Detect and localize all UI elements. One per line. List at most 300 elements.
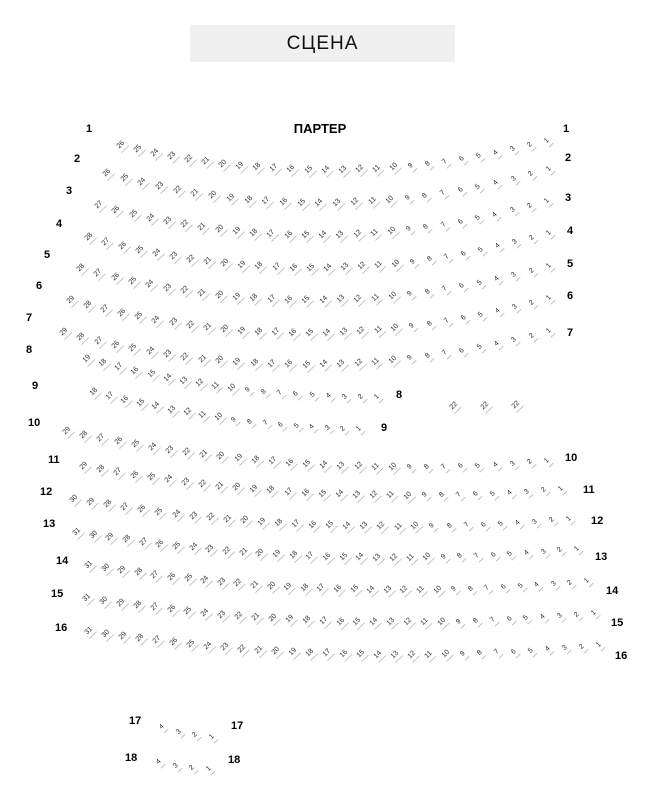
- seat[interactable]: [115, 139, 129, 153]
- seat[interactable]: [338, 551, 352, 565]
- seat[interactable]: [295, 197, 309, 211]
- seat[interactable]: [299, 487, 313, 501]
- seat[interactable]: [453, 489, 467, 503]
- seat[interactable]: [387, 354, 401, 368]
- seat[interactable]: [386, 225, 400, 239]
- seat[interactable]: [166, 603, 180, 617]
- seat[interactable]: [438, 551, 452, 565]
- seat[interactable]: [83, 231, 97, 245]
- seat[interactable]: [200, 155, 214, 169]
- seat[interactable]: [439, 347, 453, 361]
- seat[interactable]: [370, 292, 384, 306]
- seat[interactable]: [474, 647, 488, 661]
- seat[interactable]: [112, 435, 126, 449]
- seat[interactable]: [127, 208, 141, 222]
- seat[interactable]: [474, 341, 488, 355]
- seat[interactable]: [491, 646, 505, 660]
- seat[interactable]: [432, 584, 446, 598]
- seat[interactable]: [371, 552, 385, 566]
- seat[interactable]: [456, 280, 470, 294]
- seat[interactable]: [338, 326, 352, 340]
- seat[interactable]: [194, 377, 208, 391]
- seat[interactable]: [101, 167, 115, 181]
- seat[interactable]: [132, 599, 146, 613]
- seat[interactable]: [387, 461, 401, 475]
- seat[interactable]: [287, 327, 301, 341]
- seat[interactable]: [388, 161, 402, 175]
- seat[interactable]: [437, 187, 451, 201]
- seat[interactable]: [301, 359, 315, 373]
- seat[interactable]: [95, 432, 109, 446]
- seat[interactable]: [204, 543, 218, 557]
- seat[interactable]: [458, 248, 472, 262]
- seat[interactable]: [491, 273, 505, 287]
- seat[interactable]: [85, 496, 99, 510]
- seat[interactable]: [93, 335, 107, 349]
- seat[interactable]: [202, 640, 216, 654]
- seat[interactable]: [156, 721, 170, 735]
- seat[interactable]: [504, 613, 518, 627]
- seat[interactable]: [231, 291, 245, 305]
- seat[interactable]: [543, 292, 557, 306]
- seat[interactable]: [150, 400, 164, 414]
- seat[interactable]: [352, 293, 366, 307]
- seat[interactable]: [334, 229, 348, 243]
- seat[interactable]: [439, 156, 453, 170]
- seat[interactable]: [306, 421, 320, 435]
- seat[interactable]: [335, 616, 349, 630]
- seat[interactable]: [356, 260, 370, 274]
- seat[interactable]: [525, 168, 539, 182]
- seat[interactable]: [525, 645, 539, 659]
- seat[interactable]: [168, 250, 182, 264]
- seat[interactable]: [216, 609, 230, 623]
- seat[interactable]: [512, 517, 526, 531]
- seat[interactable]: [180, 476, 194, 490]
- seat[interactable]: [119, 501, 133, 515]
- seat[interactable]: [436, 489, 450, 503]
- seat[interactable]: [248, 292, 262, 306]
- seat[interactable]: [461, 519, 475, 533]
- seat[interactable]: [75, 262, 89, 276]
- seat[interactable]: [352, 460, 366, 474]
- seat[interactable]: [285, 163, 299, 177]
- seat[interactable]: [453, 616, 467, 630]
- seat[interactable]: [371, 391, 385, 405]
- seat[interactable]: [507, 204, 521, 218]
- seat[interactable]: [202, 321, 216, 335]
- seat[interactable]: [521, 486, 535, 500]
- seat[interactable]: [183, 572, 197, 586]
- seat[interactable]: [215, 450, 229, 464]
- seat[interactable]: [253, 326, 267, 340]
- seat[interactable]: [226, 382, 240, 396]
- seat[interactable]: [266, 293, 280, 307]
- seat[interactable]: [236, 325, 250, 339]
- seat[interactable]: [61, 425, 75, 439]
- seat[interactable]: [448, 400, 462, 414]
- seat[interactable]: [524, 456, 538, 470]
- seat[interactable]: [507, 143, 521, 157]
- seat[interactable]: [438, 219, 452, 233]
- seat[interactable]: [409, 520, 423, 534]
- seat[interactable]: [318, 294, 332, 308]
- seat[interactable]: [232, 577, 246, 591]
- seat[interactable]: [332, 583, 346, 597]
- seat[interactable]: [78, 429, 92, 443]
- seat[interactable]: [338, 648, 352, 662]
- seat[interactable]: [149, 601, 163, 615]
- seat[interactable]: [196, 221, 210, 235]
- seat[interactable]: [216, 576, 230, 590]
- seat[interactable]: [458, 312, 472, 326]
- seat[interactable]: [273, 517, 287, 531]
- seat[interactable]: [270, 645, 284, 659]
- seat[interactable]: [81, 353, 95, 367]
- seat[interactable]: [318, 459, 332, 473]
- seat[interactable]: [233, 610, 247, 624]
- seat[interactable]: [162, 348, 176, 362]
- seat[interactable]: [302, 164, 316, 178]
- seat[interactable]: [388, 552, 402, 566]
- seat[interactable]: [129, 365, 143, 379]
- seat[interactable]: [492, 240, 506, 254]
- seat[interactable]: [581, 575, 595, 589]
- seat[interactable]: [134, 244, 148, 258]
- seat[interactable]: [372, 649, 386, 663]
- seat[interactable]: [162, 372, 176, 386]
- seat[interactable]: [300, 229, 314, 243]
- seat[interactable]: [448, 583, 462, 597]
- seat[interactable]: [319, 164, 333, 178]
- seat[interactable]: [144, 278, 158, 292]
- seat[interactable]: [202, 255, 216, 269]
- seat[interactable]: [115, 597, 129, 611]
- seat[interactable]: [182, 605, 196, 619]
- seat[interactable]: [491, 338, 505, 352]
- seat[interactable]: [317, 229, 331, 243]
- seat[interactable]: [104, 390, 118, 404]
- seat[interactable]: [278, 196, 292, 210]
- seat[interactable]: [422, 350, 436, 364]
- seat[interactable]: [366, 195, 380, 209]
- seat[interactable]: [134, 632, 148, 646]
- seat[interactable]: [97, 357, 111, 371]
- seat[interactable]: [250, 611, 264, 625]
- seat[interactable]: [197, 478, 211, 492]
- seat[interactable]: [387, 290, 401, 304]
- seat[interactable]: [440, 648, 454, 662]
- seat[interactable]: [307, 389, 321, 403]
- seat[interactable]: [478, 519, 492, 533]
- seat[interactable]: [147, 441, 161, 455]
- seat[interactable]: [526, 265, 540, 279]
- seat[interactable]: [301, 614, 315, 628]
- seat[interactable]: [465, 583, 479, 597]
- seat[interactable]: [288, 549, 302, 563]
- seat[interactable]: [242, 194, 256, 208]
- seat[interactable]: [75, 331, 89, 345]
- seat[interactable]: [242, 384, 256, 398]
- seat[interactable]: [392, 521, 406, 535]
- seat[interactable]: [130, 438, 144, 452]
- seat[interactable]: [421, 461, 435, 475]
- seat[interactable]: [189, 187, 203, 201]
- seat[interactable]: [199, 607, 213, 621]
- seat[interactable]: [444, 520, 458, 534]
- seat[interactable]: [470, 488, 484, 502]
- seat[interactable]: [304, 550, 318, 564]
- seat[interactable]: [104, 531, 118, 545]
- seat[interactable]: [537, 611, 551, 625]
- seat[interactable]: [563, 513, 577, 527]
- seat[interactable]: [543, 163, 557, 177]
- seat[interactable]: [145, 368, 159, 382]
- seat[interactable]: [441, 251, 455, 265]
- seat[interactable]: [504, 548, 518, 562]
- seat[interactable]: [113, 361, 127, 375]
- seat[interactable]: [231, 481, 245, 495]
- seat[interactable]: [372, 324, 386, 338]
- seat[interactable]: [370, 461, 384, 475]
- seat[interactable]: [244, 416, 258, 430]
- seat[interactable]: [267, 455, 281, 469]
- seat[interactable]: [354, 551, 368, 565]
- seat[interactable]: [228, 414, 242, 428]
- seat[interactable]: [150, 314, 164, 328]
- seat[interactable]: [331, 197, 345, 211]
- seat[interactable]: [185, 638, 199, 652]
- seat[interactable]: [404, 552, 418, 566]
- seat[interactable]: [526, 232, 540, 246]
- seat[interactable]: [404, 288, 418, 302]
- seat[interactable]: [351, 489, 365, 503]
- seat[interactable]: [335, 293, 349, 307]
- seat[interactable]: [324, 519, 338, 533]
- seat[interactable]: [318, 358, 332, 372]
- seat[interactable]: [110, 204, 124, 218]
- seat[interactable]: [219, 641, 233, 655]
- seat[interactable]: [349, 196, 363, 210]
- seat[interactable]: [116, 307, 130, 321]
- seat[interactable]: [542, 643, 556, 657]
- seat[interactable]: [250, 454, 264, 468]
- seat[interactable]: [183, 153, 197, 167]
- seat[interactable]: [164, 444, 178, 458]
- seat[interactable]: [304, 647, 318, 661]
- seat[interactable]: [88, 529, 102, 543]
- seat[interactable]: [307, 519, 321, 533]
- seat[interactable]: [531, 579, 545, 593]
- seat[interactable]: [385, 489, 399, 503]
- seat[interactable]: [351, 228, 365, 242]
- seat[interactable]: [487, 488, 501, 502]
- seat[interactable]: [102, 498, 116, 512]
- seat[interactable]: [538, 484, 552, 498]
- seat[interactable]: [93, 199, 107, 213]
- seat[interactable]: [251, 161, 265, 175]
- seat[interactable]: [508, 269, 522, 283]
- seat[interactable]: [470, 615, 484, 629]
- seat[interactable]: [341, 520, 355, 534]
- seat[interactable]: [375, 520, 389, 534]
- seat[interactable]: [259, 417, 273, 431]
- seat[interactable]: [593, 639, 607, 653]
- seat[interactable]: [283, 358, 297, 372]
- seat[interactable]: [389, 322, 403, 336]
- seat[interactable]: [198, 448, 212, 462]
- seat[interactable]: [355, 391, 369, 405]
- seat[interactable]: [507, 458, 521, 472]
- seat[interactable]: [354, 163, 368, 177]
- seat[interactable]: [98, 595, 112, 609]
- seat[interactable]: [369, 227, 383, 241]
- seat[interactable]: [154, 538, 168, 552]
- seat[interactable]: [188, 541, 202, 555]
- seat[interactable]: [260, 195, 274, 209]
- seat[interactable]: [304, 262, 318, 276]
- seat[interactable]: [99, 303, 113, 317]
- seat[interactable]: [248, 483, 262, 497]
- seat[interactable]: [172, 184, 186, 198]
- seat[interactable]: [197, 409, 211, 423]
- seat[interactable]: [132, 143, 146, 157]
- seat[interactable]: [554, 544, 568, 558]
- seat[interactable]: [214, 289, 228, 303]
- seat[interactable]: [282, 486, 296, 500]
- seat[interactable]: [236, 643, 250, 657]
- seat[interactable]: [236, 259, 250, 273]
- seat[interactable]: [541, 135, 555, 149]
- seat[interactable]: [166, 150, 180, 164]
- seat[interactable]: [438, 461, 452, 475]
- seat[interactable]: [529, 516, 543, 530]
- seat[interactable]: [185, 319, 199, 333]
- seat[interactable]: [136, 176, 150, 190]
- seat[interactable]: [541, 455, 555, 469]
- seat[interactable]: [555, 483, 569, 497]
- seat[interactable]: [166, 404, 180, 418]
- seat[interactable]: [475, 244, 489, 258]
- seat[interactable]: [479, 400, 493, 414]
- seat[interactable]: [588, 607, 602, 621]
- seat[interactable]: [368, 489, 382, 503]
- seat[interactable]: [339, 261, 353, 275]
- seat[interactable]: [287, 262, 301, 276]
- seat[interactable]: [420, 221, 434, 235]
- seat[interactable]: [166, 571, 180, 585]
- seat[interactable]: [490, 177, 504, 191]
- seat[interactable]: [68, 493, 82, 507]
- seat[interactable]: [538, 546, 552, 560]
- seat[interactable]: [509, 236, 523, 250]
- seat[interactable]: [100, 562, 114, 576]
- seat[interactable]: [133, 566, 147, 580]
- seat[interactable]: [353, 423, 367, 437]
- seat[interactable]: [178, 375, 192, 389]
- seat[interactable]: [373, 259, 387, 273]
- seat[interactable]: [167, 316, 181, 330]
- seat[interactable]: [541, 195, 555, 209]
- seat[interactable]: [472, 460, 486, 474]
- seat[interactable]: [421, 551, 435, 565]
- seat[interactable]: [116, 564, 130, 578]
- seat[interactable]: [221, 545, 235, 559]
- seat[interactable]: [546, 514, 560, 528]
- seat[interactable]: [368, 616, 382, 630]
- seat[interactable]: [481, 582, 495, 596]
- seat[interactable]: [508, 334, 522, 348]
- seat[interactable]: [515, 580, 529, 594]
- seat[interactable]: [335, 460, 349, 474]
- seat[interactable]: [510, 399, 524, 413]
- seat[interactable]: [415, 584, 429, 598]
- seat[interactable]: [266, 580, 280, 594]
- seat[interactable]: [543, 227, 557, 241]
- seat[interactable]: [498, 581, 512, 595]
- seat[interactable]: [406, 649, 420, 663]
- seat[interactable]: [253, 644, 267, 658]
- seat[interactable]: [355, 325, 369, 339]
- seat[interactable]: [426, 520, 440, 534]
- seat[interactable]: [490, 459, 504, 473]
- seat[interactable]: [571, 543, 585, 557]
- seat[interactable]: [424, 318, 438, 332]
- seat[interactable]: [153, 506, 167, 520]
- seat[interactable]: [92, 267, 106, 281]
- seat[interactable]: [88, 386, 102, 400]
- seat[interactable]: [231, 225, 245, 239]
- seat[interactable]: [149, 569, 163, 583]
- seat[interactable]: [234, 160, 248, 174]
- seat[interactable]: [322, 422, 336, 436]
- seat[interactable]: [554, 610, 568, 624]
- seat[interactable]: [543, 260, 557, 274]
- seat[interactable]: [268, 162, 282, 176]
- seat[interactable]: [526, 330, 540, 344]
- seat[interactable]: [441, 315, 455, 329]
- seat[interactable]: [571, 609, 585, 623]
- seat[interactable]: [337, 164, 351, 178]
- seat[interactable]: [419, 489, 433, 503]
- seat[interactable]: [127, 342, 141, 356]
- seat[interactable]: [351, 616, 365, 630]
- seat[interactable]: [214, 223, 228, 237]
- seat[interactable]: [471, 550, 485, 564]
- seat[interactable]: [170, 760, 184, 774]
- seat[interactable]: [225, 192, 239, 206]
- seat[interactable]: [318, 615, 332, 629]
- seat[interactable]: [323, 390, 337, 404]
- seat[interactable]: [322, 262, 336, 276]
- seat[interactable]: [146, 471, 160, 485]
- seat[interactable]: [248, 227, 262, 241]
- seat[interactable]: [475, 309, 489, 323]
- seat[interactable]: [119, 172, 133, 186]
- seat[interactable]: [83, 625, 97, 639]
- seat[interactable]: [339, 391, 353, 405]
- seat[interactable]: [384, 194, 398, 208]
- seat[interactable]: [300, 294, 314, 308]
- seat[interactable]: [275, 419, 289, 433]
- seat[interactable]: [135, 397, 149, 411]
- seat[interactable]: [404, 352, 418, 366]
- seat[interactable]: [455, 460, 469, 474]
- seat[interactable]: [290, 518, 304, 532]
- seat[interactable]: [258, 386, 272, 400]
- seat[interactable]: [217, 158, 231, 172]
- seat[interactable]: [389, 649, 403, 663]
